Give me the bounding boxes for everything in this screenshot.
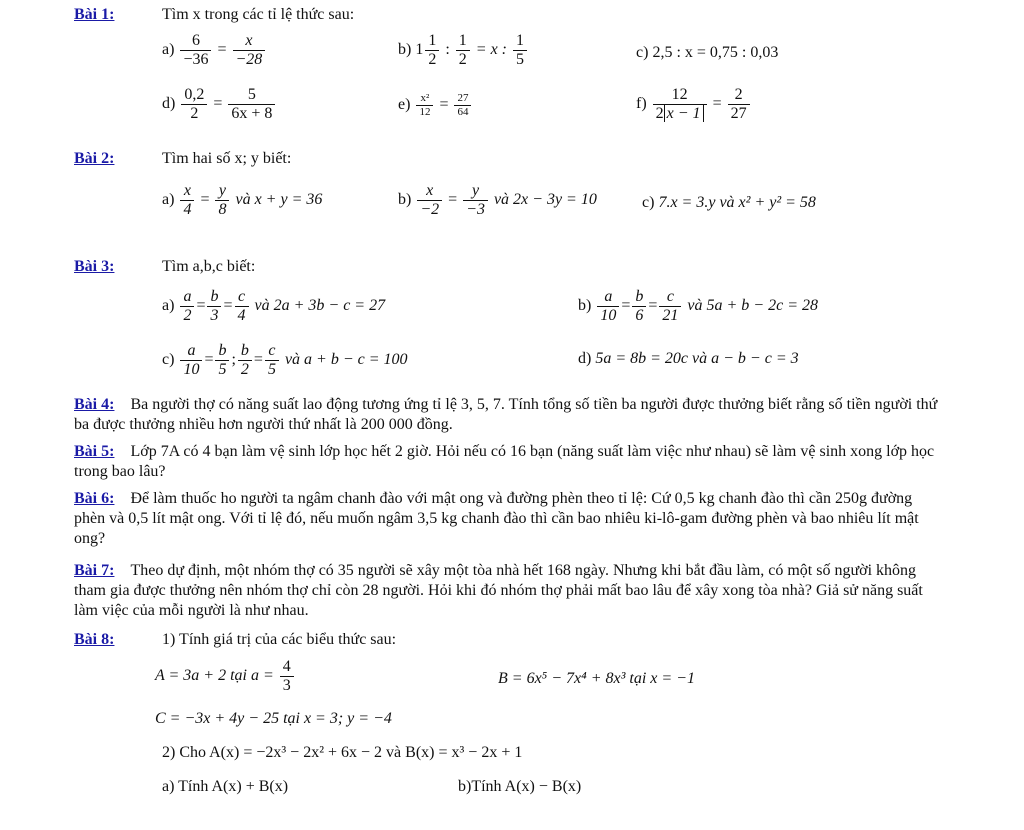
equals: = bbox=[204, 351, 214, 369]
b7-text: Theo dự định, một nhóm thợ có 35 người sẽ xây một tòa nhà hết 168 ngày. Nhưng khi bắt đầu làm, có một số người không tham gia được thưởng nên nhóm thợ chỉ còn 28 người. Hỏi khi đó nhóm thợ phải mất bao lâu để xây xong tòa nhà? Giả sử năng suất làm việc của mỗi người là như nhau. bbox=[74, 562, 923, 619]
numerator: 27 bbox=[454, 92, 471, 106]
numerator: 5 bbox=[228, 86, 275, 105]
b8-expr-b: B = 6x⁵ − 7x⁴ + 8x³ tại x = −1 bbox=[498, 670, 695, 687]
item-label: a) bbox=[162, 191, 175, 209]
denominator: 5 bbox=[218, 361, 227, 378]
b7-block bbox=[74, 561, 940, 621]
equals: = bbox=[439, 96, 449, 114]
b7-heading: Bài 7: bbox=[74, 562, 115, 579]
absolute-value: x − 1 bbox=[664, 105, 704, 122]
middle-expr: = x : bbox=[475, 41, 508, 59]
b4-block bbox=[74, 395, 940, 435]
expression: 2,5 : x = 0,75 : 0,03 bbox=[652, 44, 779, 61]
b6-text: Để làm thuốc ho người ta ngâm chanh đào với mật ong và đường phèn theo tỉ lệ: Cứ 0,5 kg chanh đào thì cần 250g đường phèn và 0,5 lít mật ong. Với tỉ lệ đó, nếu muốn ngâm 3,5 kg chanh đào thì cần bao nhiêu ki-lô-gam đường phèn và bao nhiêu lít mật ong? bbox=[74, 490, 919, 547]
denominator: 27 bbox=[730, 105, 747, 122]
b8-part2: 2) Cho A(x) = −2x³ − 2x² + 6x − 2 và B(x) = x³ − 2x + 1 bbox=[162, 744, 523, 761]
b3-heading: Bài 3: bbox=[74, 258, 115, 275]
numerator: 12 bbox=[653, 86, 707, 105]
b1-intro: Tìm x trong các tỉ lệ thức sau: bbox=[162, 6, 355, 23]
item-label: c) bbox=[642, 194, 655, 211]
condition: và a + b − c = 100 bbox=[284, 351, 408, 369]
expression-a: A = 3a + 2 tại a = bbox=[155, 667, 274, 685]
b3-d bbox=[578, 350, 799, 368]
item-label: c) bbox=[636, 44, 649, 61]
numerator: 1 bbox=[456, 32, 470, 51]
item-label: b) bbox=[398, 41, 412, 59]
numerator: y bbox=[463, 182, 488, 201]
item-label: c) bbox=[162, 351, 175, 369]
denominator: 3 bbox=[282, 677, 291, 694]
denominator: −2 bbox=[420, 201, 440, 218]
denominator: 2 bbox=[183, 307, 192, 324]
numerator: y bbox=[215, 182, 229, 201]
numerator: 6 bbox=[180, 32, 211, 51]
b4-text: Ba người thợ có năng suất lao động tương ứng tỉ lệ 3, 5, 7. Tính tổng số tiền ba người được thưởng biết rằng số tiền người thứ ba được thưởng nhiều hơn người thứ nhất là 200 000 đồng. bbox=[74, 396, 938, 433]
b2-b bbox=[398, 182, 597, 219]
whole-part: 1 bbox=[415, 41, 424, 59]
numerator: c bbox=[265, 342, 279, 361]
equals: = bbox=[196, 297, 206, 315]
denominator: 6x + 8 bbox=[231, 105, 273, 122]
b8-expr-c: C = −3x + 4y − 25 tại x = 3; y = −4 bbox=[155, 710, 392, 727]
denominator: 4 bbox=[183, 201, 192, 218]
b6-block bbox=[74, 489, 940, 549]
equals: = bbox=[253, 351, 263, 369]
b1-e bbox=[398, 92, 473, 119]
b4-heading: Bài 4: bbox=[74, 396, 115, 413]
equals: = bbox=[621, 297, 631, 315]
equals: = bbox=[217, 41, 227, 59]
denominator: 8 bbox=[218, 201, 227, 218]
numerator: b bbox=[632, 288, 646, 307]
denominator: 21 bbox=[662, 307, 679, 324]
condition: và 5a + b − 2c = 28 bbox=[687, 297, 818, 315]
denominator: 2 bbox=[240, 361, 249, 378]
equals: = bbox=[448, 191, 458, 209]
item-label: d) bbox=[578, 350, 592, 367]
numerator: b bbox=[215, 342, 229, 361]
numerator: b bbox=[207, 288, 221, 307]
b3-a bbox=[162, 288, 385, 325]
denominator: 12 bbox=[419, 106, 431, 118]
numerator: 0,2 bbox=[181, 86, 207, 105]
item-label: b) bbox=[578, 297, 592, 315]
b3-intro: Tìm a,b,c biết: bbox=[162, 258, 256, 275]
item-label: b) bbox=[398, 191, 412, 209]
b1-c bbox=[636, 44, 778, 62]
b3-c bbox=[162, 342, 408, 379]
b8-expr-a bbox=[155, 658, 296, 695]
numerator: x bbox=[417, 182, 442, 201]
b1-d bbox=[162, 86, 277, 123]
b2-heading: Bài 2: bbox=[74, 150, 115, 167]
denominator: 2 bbox=[458, 51, 467, 68]
b8-question-a: a) Tính A(x) + B(x) bbox=[162, 778, 289, 795]
numerator: a bbox=[180, 288, 194, 307]
numerator: x² bbox=[416, 92, 433, 106]
item-label: d) bbox=[162, 95, 176, 113]
condition: 7.x = 3.y và x² + y² = 58 bbox=[658, 194, 816, 211]
condition: và 2x − 3y = 10 bbox=[493, 191, 597, 209]
b8-question-b: b)Tính A(x) − B(x) bbox=[458, 778, 582, 795]
numerator: b bbox=[238, 342, 252, 361]
equals: = bbox=[648, 297, 658, 315]
denominator-coef: 2 bbox=[655, 105, 664, 122]
numerator: x bbox=[180, 182, 194, 201]
numerator: c bbox=[235, 288, 249, 307]
item-label: a) bbox=[162, 297, 175, 315]
denominator: 6 bbox=[635, 307, 644, 324]
item-label: f) bbox=[636, 95, 647, 113]
b6-heading: Bài 6: bbox=[74, 490, 115, 507]
b8-heading: Bài 8: bbox=[74, 631, 115, 648]
numerator: a bbox=[180, 342, 202, 361]
equals: = bbox=[223, 297, 233, 315]
denominator: 2 bbox=[190, 105, 199, 122]
denominator: −36 bbox=[183, 51, 209, 68]
numerator: a bbox=[597, 288, 619, 307]
denominator: 5 bbox=[267, 361, 276, 378]
item-label: e) bbox=[398, 96, 411, 114]
b1-f bbox=[636, 86, 752, 123]
b1-a bbox=[162, 32, 267, 69]
b5-text: Lớp 7A có 4 bạn làm vệ sinh lớp học hết 2 giờ. Hỏi nếu có 16 bạn (năng suất làm việc như nhau) sẽ làm vệ sinh xong lớp học trong bao lâu? bbox=[74, 443, 935, 480]
item-label: a) bbox=[162, 41, 175, 59]
b8-part1: 1) Tính giá trị của các biểu thức sau: bbox=[162, 631, 397, 648]
numerator: x bbox=[233, 32, 266, 51]
b3-b bbox=[578, 288, 818, 325]
colon: : bbox=[445, 41, 450, 59]
b2-intro: Tìm hai số x; y biết: bbox=[162, 150, 292, 167]
equals: = bbox=[200, 191, 210, 209]
b5-heading: Bài 5: bbox=[74, 443, 115, 460]
numerator: 1 bbox=[425, 32, 439, 51]
condition: 5a = 8b = 20c và a − b − c = 3 bbox=[595, 350, 799, 367]
denominator: −3 bbox=[466, 201, 485, 218]
separator: ; bbox=[231, 351, 236, 369]
denominator: 64 bbox=[457, 106, 469, 118]
numerator: 2 bbox=[728, 86, 750, 105]
condition: và 2a + 3b − c = 27 bbox=[254, 297, 386, 315]
b1-b bbox=[398, 32, 529, 69]
numerator: 1 bbox=[513, 32, 527, 51]
denominator: 2 bbox=[428, 51, 437, 68]
equals: = bbox=[712, 95, 722, 113]
denominator: 10 bbox=[183, 361, 200, 378]
denominator: −28 bbox=[235, 51, 263, 68]
numerator: 4 bbox=[280, 658, 294, 677]
denominator: 5 bbox=[516, 51, 525, 68]
equals: = bbox=[213, 95, 223, 113]
numerator: c bbox=[659, 288, 681, 307]
b2-c bbox=[642, 194, 816, 212]
b2-a bbox=[162, 182, 322, 219]
denominator: 3 bbox=[210, 307, 219, 324]
denominator: 10 bbox=[600, 307, 617, 324]
denominator: 4 bbox=[237, 307, 246, 324]
b1-heading: Bài 1: bbox=[74, 6, 115, 23]
b5-block bbox=[74, 442, 940, 482]
condition: và x + y = 36 bbox=[235, 191, 323, 209]
